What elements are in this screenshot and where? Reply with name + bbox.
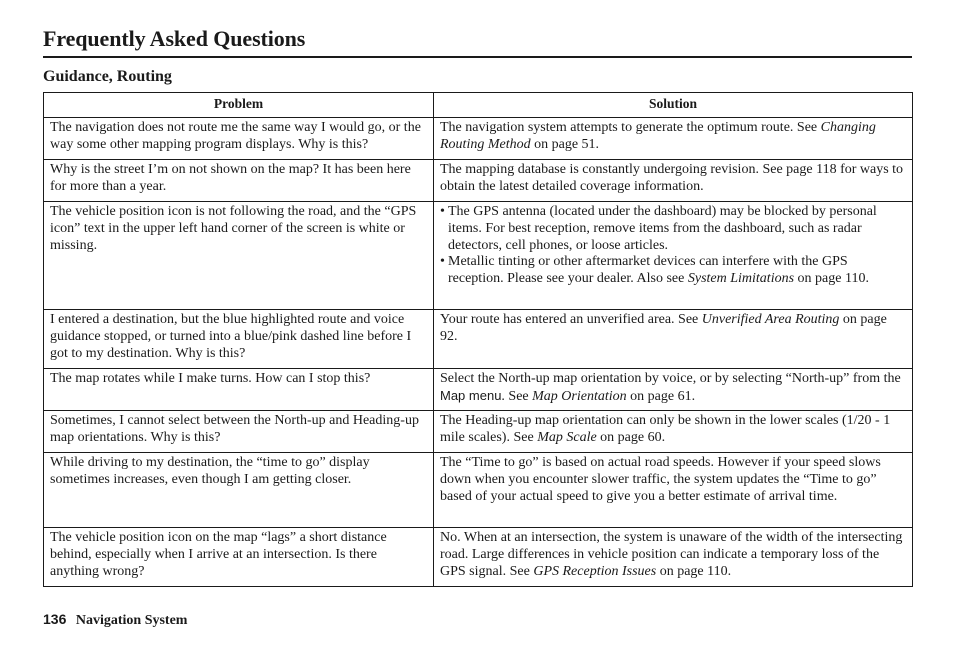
table-row xyxy=(44,202,913,310)
table-header-row xyxy=(44,93,913,118)
footer-label: Navigation System xyxy=(75,613,188,628)
problem-cell: While driving to my destination, the “time to go” display sometimes increases, even though I am getting closer. xyxy=(44,453,434,528)
page-reference: System Limitations xyxy=(687,271,795,287)
solution-text: The Heading-up map orientation can only be shown in the lower scales (1/20 - 1 mile scales). See xyxy=(440,413,891,445)
solution-text: on page 110. xyxy=(656,563,732,579)
solution-cell xyxy=(434,369,913,411)
problem-cell: The vehicle position icon is not following the road, and the “GPS icon” text in the upper left hand corner of the screen is white or missing. xyxy=(44,202,434,310)
solution-text: on page 61. xyxy=(626,388,696,404)
solution-text: on page 92. xyxy=(440,312,887,344)
solution-text: on page 60. xyxy=(596,429,666,445)
solution-text: on page 110. xyxy=(794,271,869,287)
solution-text: Your route has entered an unverified area. See xyxy=(440,312,702,327)
solution-text: The “Time to go” is based on actual road speeds. However if your speed slows down when you encounter slower traffic, the system updates the “Time to go” based of your actual speed to give you a better estimate of arrival time. xyxy=(440,455,881,504)
faq-table xyxy=(43,92,913,587)
solution-cell xyxy=(434,411,913,453)
table-row xyxy=(44,310,913,369)
page-footer xyxy=(43,610,187,630)
solution-cell xyxy=(434,160,913,202)
section-heading: Guidance, Routing xyxy=(43,68,172,85)
solution-cell xyxy=(434,528,913,587)
page-number: 136 xyxy=(43,611,67,627)
solution-text: The navigation system attempts to generate the optimum route. See xyxy=(440,120,821,135)
solution-text: Select the North-up map orientation by voice, or by selecting “North-up” from the xyxy=(440,371,901,386)
page-reference: Map Scale xyxy=(537,429,597,445)
solution-text: The GPS antenna (located under the dashboard) may be blocked by personal items. For best reception, remove items from the dashboard, such as radar detectors, cell phones, or loose articles. xyxy=(448,204,877,253)
title-rule xyxy=(43,56,912,58)
solution-cell xyxy=(434,202,913,310)
page-reference: Map Orientation xyxy=(532,388,627,404)
solution-text: . See xyxy=(501,388,533,404)
table-row xyxy=(44,160,913,202)
problem-cell: The navigation does not route me the same way I would go, or the way some other mapping program displays. Why is this? xyxy=(44,118,434,160)
table-row xyxy=(44,369,913,411)
solution-bullet xyxy=(440,254,906,288)
solution-text: Metallic tinting or other aftermarket devices can interfere with the GPS reception. Please see your dealer. Also see xyxy=(448,254,848,287)
problem-cell: I entered a destination, but the blue highlighted route and voice guidance stopped, or turned into a blue/pink dashed line before I got to my destination. Why is this? xyxy=(44,310,434,369)
problem-cell: The map rotates while I make turns. How can I stop this? xyxy=(44,369,434,411)
solution-column-header: Solution xyxy=(434,93,913,118)
problem-cell: The vehicle position icon on the map “lags” a short distance behind, especially when I arrive at an intersection. Is there anything wrong? xyxy=(44,528,434,587)
solution-bullet xyxy=(440,204,906,254)
table-row xyxy=(44,453,913,528)
page-reference: Unverified Area Routing xyxy=(701,312,840,327)
problem-cell: Why is the street I’m on not shown on the map? It has been here for more than a year. xyxy=(44,160,434,202)
table-row xyxy=(44,118,913,160)
page-title: Frequently Asked Questions xyxy=(43,26,306,51)
solution-cell xyxy=(434,310,913,369)
solution-bullet-list xyxy=(440,204,906,288)
solution-text: The mapping database is constantly undergoing revision. See page 118 for ways to obtain the latest detailed coverage information. xyxy=(440,162,904,194)
solution-text: on page 51. xyxy=(530,136,600,152)
page-reference: Changing Routing Method xyxy=(440,120,876,152)
table-row xyxy=(44,528,913,587)
table-row xyxy=(44,411,913,453)
page-reference: GPS Reception Issues xyxy=(533,563,657,579)
solution-cell xyxy=(434,453,913,528)
map-menu-button-label: Map menu xyxy=(440,387,502,403)
problem-column-header: Problem xyxy=(44,93,434,118)
problem-cell: Sometimes, I cannot select between the North-up and Heading-up map orientations. Why is this? xyxy=(44,411,434,453)
solution-text: No. When at an intersection, the system is unaware of the width of the intersecting road. Large differences in vehicle position can indicate a temporary loss of the GPS signal. See xyxy=(440,530,903,579)
solution-cell xyxy=(434,118,913,160)
